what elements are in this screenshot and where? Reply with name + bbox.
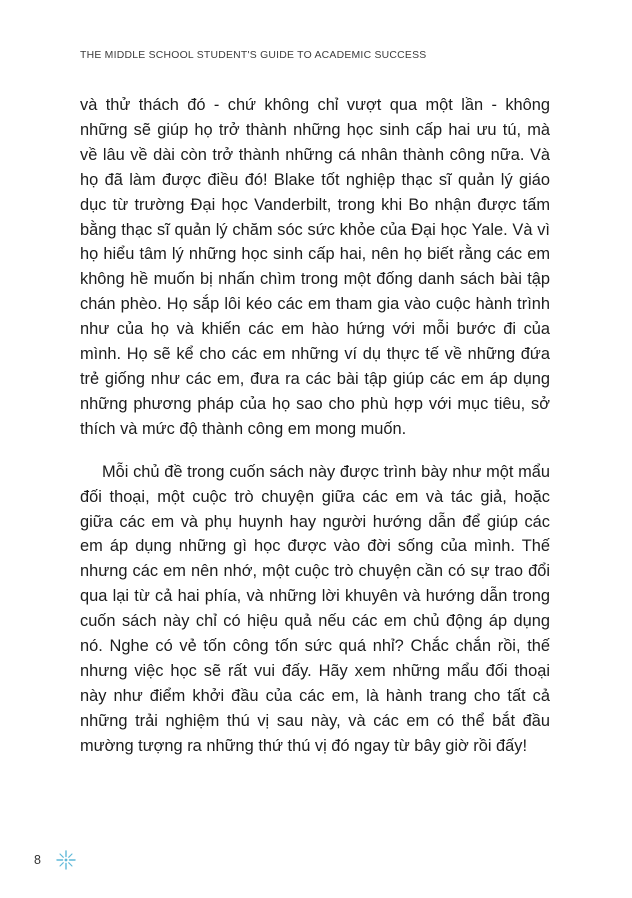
page-number: 8: [34, 853, 41, 867]
running-header: THE MIDDLE SCHOOL STUDENT'S GUIDE TO ACADEMIC SUCCESS: [80, 50, 427, 61]
paragraph-1: và thử thách đó - chứ không chỉ vượt qua một lần - không những sẽ giúp họ trở thành những học sinh cấp hai ưu tú, mà về lâu về dài còn trở thành những cá nhân thành công nữa. Và họ đã làm được điều đó! Blake tốt nghiệp thạc sĩ quản lý giáo dục từ trường Đại học Vanderbilt, trong khi Bo nhận được tấm bằng thạc sĩ quản lý chăm sóc sức khỏe của Đại học Yale. Và vì họ hiểu tâm lý những học sinh cấp hai, nên họ biết rằng các em không hề muốn bị nhấn chìm trong một đống danh sách bài tập chán phèo. Họ sắp lôi kéo các em tham gia vào cuộc hành trình như của họ và khiến các em hào hứng với mỗi bước đi của mình. Họ sẽ kể cho các em những ví dụ thực tế về những đứa trẻ giống như các em, đưa ra các bài tập giúp các em áp dụng những phương pháp của họ sao cho phù hợp với mục tiêu, sở thích và mức độ thành công em mong muốn.: [80, 96, 550, 438]
body-text: [80, 93, 550, 759]
paragraph-2: Mỗi chủ đề trong cuốn sách này được trình bày như một mẩu đối thoại, một cuộc trò chuyện giữa các em và tác giả, hoặc giữa các em và phụ huynh hay người hướng dẫn để giúp các em áp dụng những gì học được vào đời sống của mình. Thế nhưng các em nên nhớ, một cuộc trò chuyện cần có sự trao đổi qua lại từ cả hai phía, và những lời khuyên và hướng dẫn trong cuốn sách này chỉ có hiệu quả nếu các em chủ động áp dụng nó. Nghe có vẻ tốn công tốn sức quá nhỉ? Chắc chắn rồi, thế nhưng việc học sẽ rất vui đấy. Hãy xem những mẩu đối thoại này như điểm khởi đầu của các em, là hành trang cho tất cả những trải nghiệm thú vị sau này, và các em có thể bắt đầu mường tượng ra những thứ thú vị đó ngay từ bây giờ rồi đấy!: [80, 462, 550, 755]
sparkle-star-icon: [56, 850, 76, 870]
